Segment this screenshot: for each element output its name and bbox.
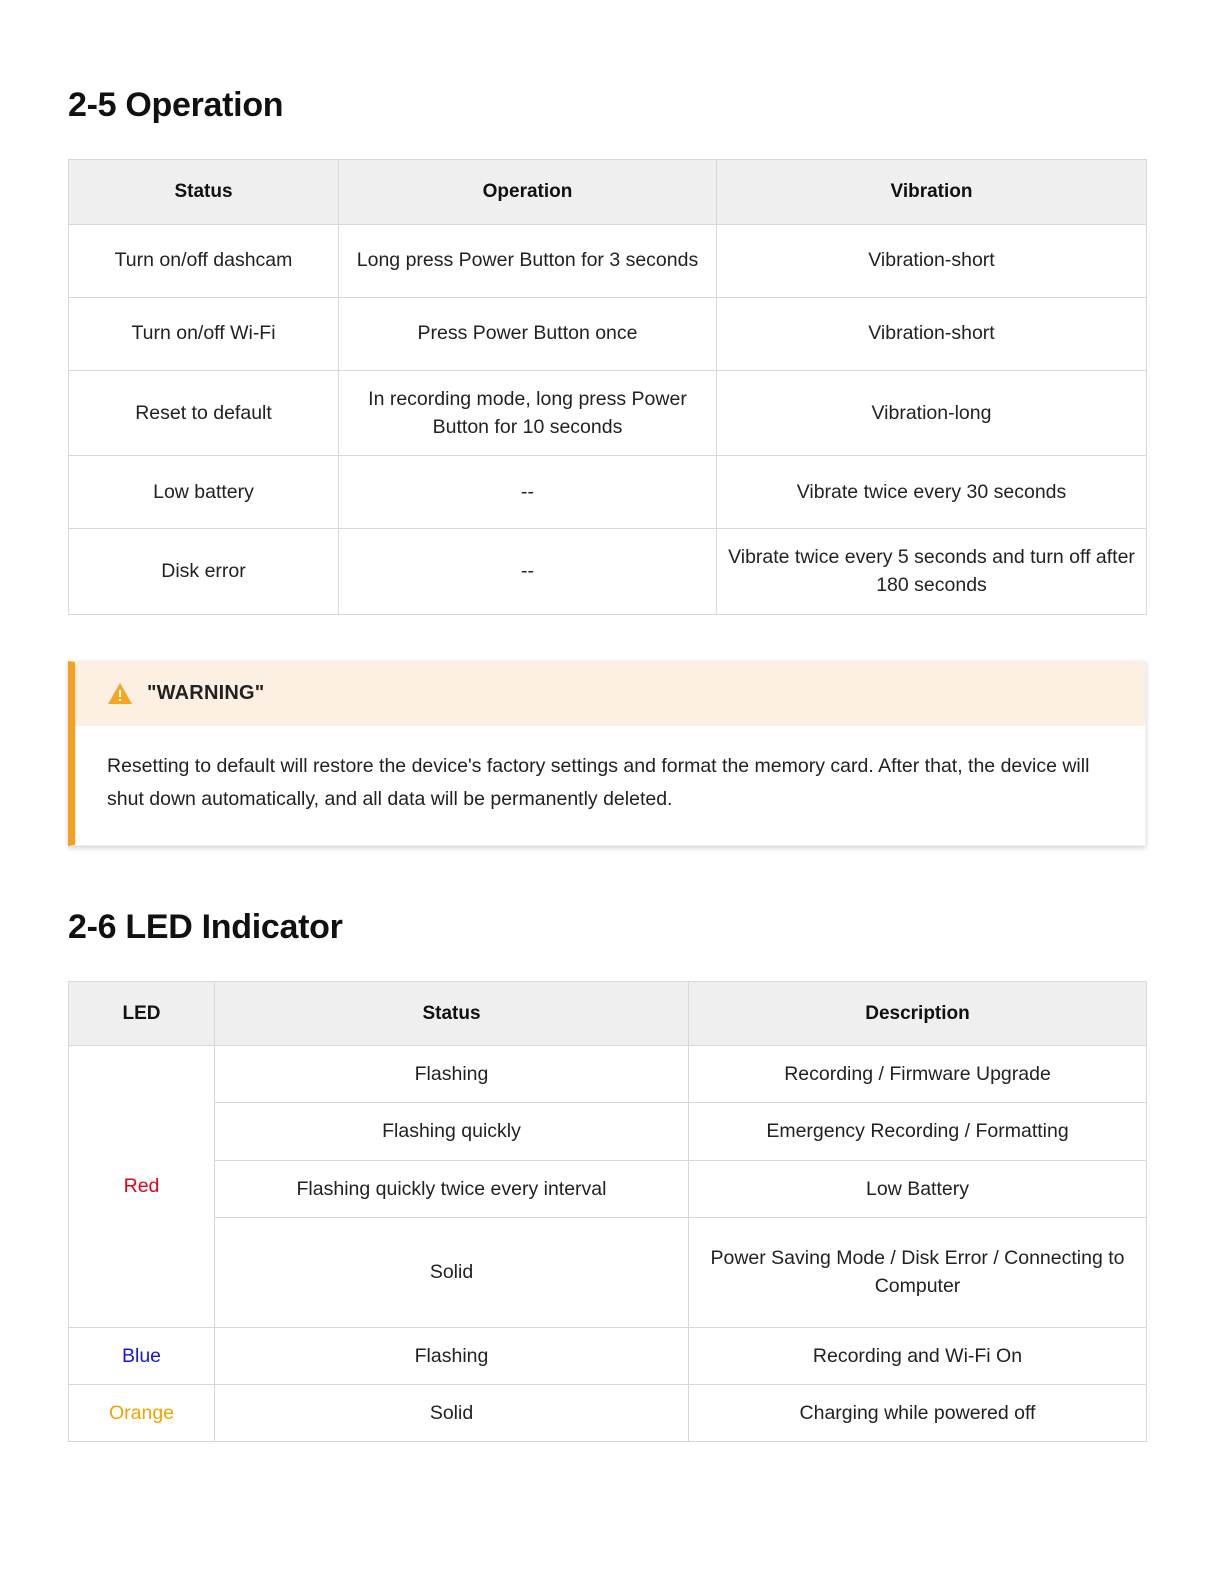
operation-table — [68, 159, 1147, 615]
cell-vibration: Vibrate twice every 5 seconds and turn off after 180 seconds — [717, 529, 1147, 615]
page-title-led-indicator: 2-6 LED Indicator — [68, 907, 343, 946]
cell-vibration: Vibration-short — [717, 297, 1147, 370]
table-header-row — [69, 981, 1147, 1046]
cell-status: Flashing quickly twice every interval — [215, 1160, 689, 1217]
cell-status: Reset to default — [69, 370, 339, 456]
warning-title: "WARNING" — [147, 682, 265, 705]
table-row — [69, 1046, 1147, 1103]
warning-body-text: Resetting to default will restore the device's factory settings and format the memory card. After that, the device will shut down automatically, and all data will be permanently deleted. — [107, 754, 1090, 811]
cell-status: Solid — [215, 1218, 689, 1328]
column-header-led: LED — [69, 981, 215, 1046]
cell-status: Low battery — [69, 456, 339, 529]
cell-status: Solid — [215, 1384, 689, 1441]
table-row — [69, 370, 1147, 456]
cell-vibration: Vibrate twice every 30 seconds — [717, 456, 1147, 529]
cell-description: Low Battery — [689, 1160, 1147, 1217]
table-row — [69, 1218, 1147, 1328]
warning-triangle-icon — [107, 682, 133, 706]
table-header-row — [69, 160, 1147, 225]
cell-description: Recording and Wi-Fi On — [689, 1327, 1147, 1384]
cell-operation: -- — [339, 456, 717, 529]
cell-vibration: Vibration-short — [717, 224, 1147, 297]
warning-header — [75, 662, 1145, 726]
cell-description: Charging while powered off — [689, 1384, 1147, 1441]
table-row — [69, 1103, 1147, 1160]
cell-operation: Long press Power Button for 3 seconds — [339, 224, 717, 297]
cell-vibration: Vibration-long — [717, 370, 1147, 456]
cell-status: Turn on/off Wi-Fi — [69, 297, 339, 370]
cell-description: Recording / Firmware Upgrade — [689, 1046, 1147, 1103]
table-row — [69, 1160, 1147, 1217]
table-row — [69, 224, 1147, 297]
table-row — [69, 1384, 1147, 1441]
cell-description: Power Saving Mode / Disk Error / Connecting to Computer — [689, 1218, 1147, 1328]
cell-status: Disk error — [69, 529, 339, 615]
cell-operation: -- — [339, 529, 717, 615]
cell-description: Emergency Recording / Formatting — [689, 1103, 1147, 1160]
table-row — [69, 529, 1147, 615]
table-row — [69, 456, 1147, 529]
led-indicator-table — [68, 981, 1147, 1442]
cell-status: Flashing — [215, 1327, 689, 1384]
page-title-operation: 2-5 Operation — [68, 86, 284, 124]
cell-status: Turn on/off dashcam — [69, 224, 339, 297]
warning-callout — [68, 661, 1146, 846]
led-group-label-orange: Orange — [69, 1384, 215, 1441]
cell-status: Flashing quickly — [215, 1103, 689, 1160]
led-group-label-red: Red — [69, 1046, 215, 1327]
cell-status: Flashing — [215, 1046, 689, 1103]
table-row — [69, 297, 1147, 370]
cell-operation: Press Power Button once — [339, 297, 717, 370]
column-header-status: Status — [215, 981, 689, 1046]
column-header-vibration: Vibration — [717, 160, 1147, 225]
cell-operation: In recording mode, long press Power Button for 10 seconds — [339, 370, 717, 456]
column-header-status: Status — [69, 160, 339, 225]
column-header-operation: Operation — [339, 160, 717, 225]
table-row — [69, 1327, 1147, 1384]
column-header-description: Description — [689, 981, 1147, 1046]
led-group-label-blue: Blue — [69, 1327, 215, 1384]
